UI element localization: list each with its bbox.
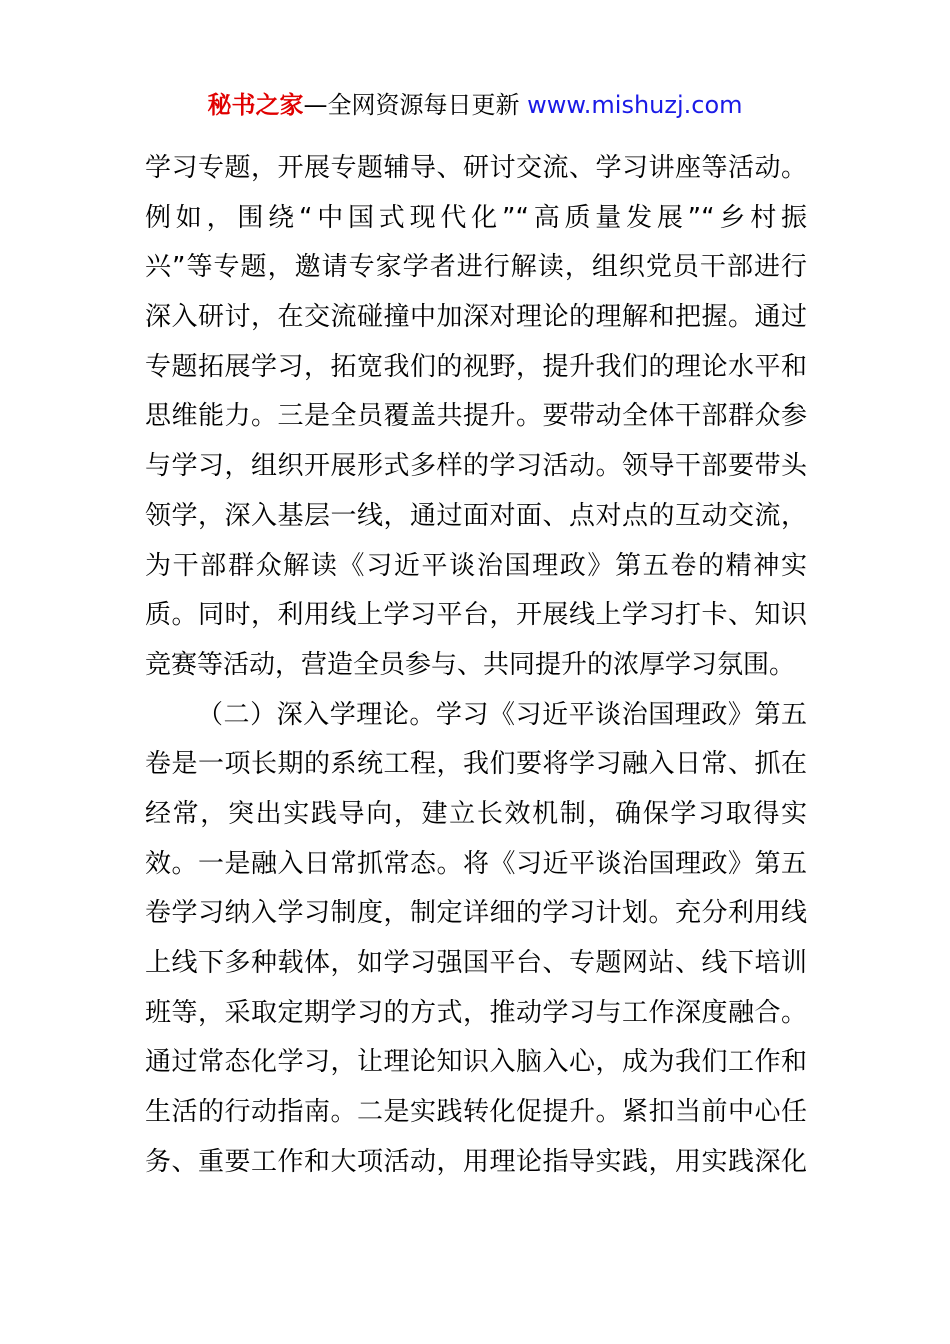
site-brand: 秘书之家 [207,91,304,119]
text-line: 上线下多种载体，如学习强国平台、专题网站、线下培训 [145,948,807,978]
text-line: 班等，采取定期学习的方式，推动学习与工作深度融合。 [145,997,807,1028]
text-line: 生活的行动指南。二是实践转化促提升。紧扣当前中心任 [145,1097,807,1128]
text-line: 兴”等专题，邀请专家学者进行解读，组织党员干部进行 [145,252,807,283]
site-tagline: —全网资源每日更新 [303,91,520,119]
text-line: 效。一是融入日常抓常态。将《习近平谈治国理政》第五 [145,848,807,879]
text-line: 专题拓展学习，拓宽我们的视野，提升我们的理论水平和 [145,351,807,382]
paragraph-start-line: （二）深入学理论。学习《习近平谈治国理政》第五 [197,699,807,730]
text-line: 思维能力。三是全员覆盖共提升。要带动全体干部群众参 [145,401,807,432]
site-header [0,88,950,122]
text-line: 与学习，组织开展形式多样的学习活动。领导干部要带头 [145,451,807,482]
text-line: 例如，围绕“中国式现代化”“高质量发展”“乡村振 [145,202,807,233]
text-line: 深入研讨，在交流碰撞中加深对理论的理解和把握。通过 [145,302,807,333]
text-line: 领学，深入基层一线，通过面对面、点对点的互动交流， [145,500,807,531]
site-url-link[interactable]: www.mishuzj.com [527,91,743,119]
paragraph-end-line: 竞赛等活动，营造全员参与、共同提升的浓厚学习氛围。 [145,649,796,680]
text-line: 质。同时，利用线上学习平台，开展线上学习打卡、知识 [145,600,807,631]
text-line: 通过常态化学习，让理论知识入脑入心，成为我们工作和 [145,1047,807,1078]
text-line: 为干部群众解读《习近平谈治国理政》第五卷的精神实 [145,550,807,581]
text-line: 学习专题，开展专题辅导、研讨交流、学习讲座等活动。 [145,153,807,183]
document-body [145,144,807,1187]
text-line: 卷是一项长期的系统工程，我们要将学习融入日常、抓在 [145,749,807,780]
text-line: 务、重要工作和大项活动，用理论指导实践，用实践深化 [145,1146,807,1177]
text-line: 经常，突出实践导向，建立长效机制，确保学习取得实 [145,798,807,829]
text-line: 卷学习纳入学习制度，制定详细的学习计划。充分利用线 [145,898,807,929]
